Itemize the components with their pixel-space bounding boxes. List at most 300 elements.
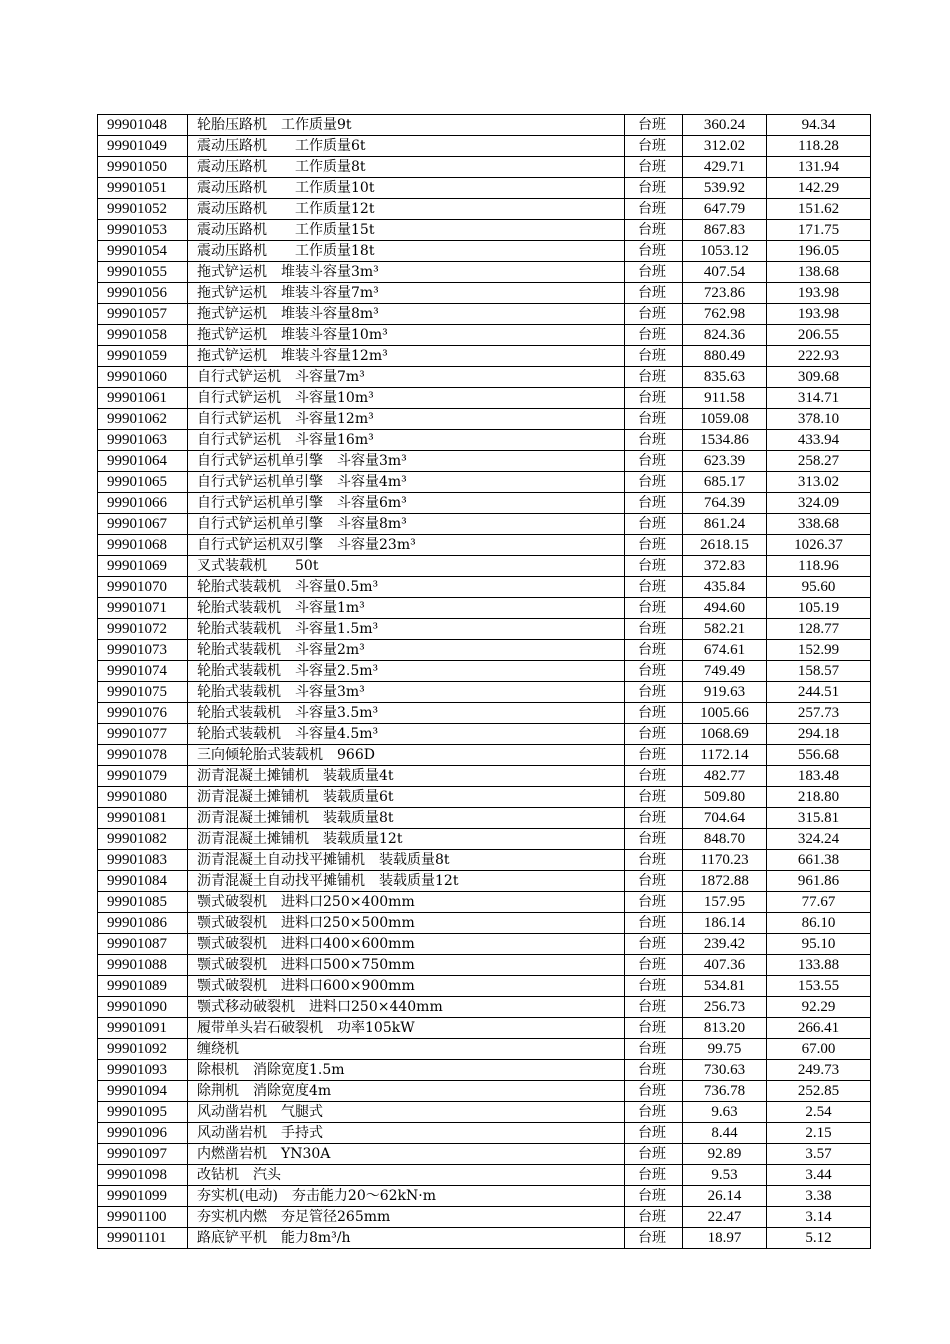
table-row <box>98 136 871 157</box>
unit-cell: 台班 <box>625 304 683 325</box>
fee-cell: 324.09 <box>767 493 871 514</box>
fee-cell: 315.81 <box>767 808 871 829</box>
unit-cell: 台班 <box>625 661 683 682</box>
unit-cell: 台班 <box>625 976 683 997</box>
unit-cell: 台班 <box>625 682 683 703</box>
unit-cell: 台班 <box>625 367 683 388</box>
item-name-cell: 自行式铲运机单引擎 斗容量6m³ <box>188 493 625 514</box>
item-code-cell: 99901072 <box>98 619 188 640</box>
item-name-cell: 轮胎式装载机 斗容量4.5m³ <box>188 724 625 745</box>
fee-cell: 3.14 <box>767 1207 871 1228</box>
price-cell: 9.63 <box>683 1102 767 1123</box>
item-code-cell: 99901066 <box>98 493 188 514</box>
fee-cell: 433.94 <box>767 430 871 451</box>
price-cell: 762.98 <box>683 304 767 325</box>
item-code-cell: 99901076 <box>98 703 188 724</box>
fee-cell: 314.71 <box>767 388 871 409</box>
item-name-cell: 颚式破裂机 进料口400×600mm <box>188 934 625 955</box>
fee-cell: 3.57 <box>767 1144 871 1165</box>
item-name-cell: 沥青混凝土摊铺机 装载质量4t <box>188 766 625 787</box>
fee-cell: 94.34 <box>767 115 871 136</box>
price-cell: 534.81 <box>683 976 767 997</box>
price-cell: 723.86 <box>683 283 767 304</box>
item-code-cell: 99901052 <box>98 199 188 220</box>
price-cell: 494.60 <box>683 598 767 619</box>
price-cell: 1053.12 <box>683 241 767 262</box>
item-name-cell: 沥青混凝土摊铺机 装载质量12t <box>188 829 625 850</box>
table-row <box>98 262 871 283</box>
unit-cell: 台班 <box>625 430 683 451</box>
item-code-cell: 99901091 <box>98 1018 188 1039</box>
item-name-cell: 拖式铲运机 堆装斗容量10m³ <box>188 325 625 346</box>
table-row <box>98 220 871 241</box>
item-code-cell: 99901088 <box>98 955 188 976</box>
item-name-cell: 轮胎式装载机 斗容量1m³ <box>188 598 625 619</box>
item-name-cell: 履带单头岩石破裂机 功率105kW <box>188 1018 625 1039</box>
fee-cell: 309.68 <box>767 367 871 388</box>
table-row <box>98 703 871 724</box>
fee-cell: 131.94 <box>767 157 871 178</box>
unit-cell: 台班 <box>625 955 683 976</box>
item-code-cell: 99901085 <box>98 892 188 913</box>
item-name-cell: 三向倾轮胎式装载机 966D <box>188 745 625 766</box>
item-code-cell: 99901075 <box>98 682 188 703</box>
price-cell: 429.71 <box>683 157 767 178</box>
table-row <box>98 304 871 325</box>
unit-cell: 台班 <box>625 1144 683 1165</box>
price-cell: 99.75 <box>683 1039 767 1060</box>
fee-cell: 183.48 <box>767 766 871 787</box>
item-name-cell: 风动凿岩机 手持式 <box>188 1123 625 1144</box>
table-row <box>98 325 871 346</box>
item-code-cell: 99901093 <box>98 1060 188 1081</box>
unit-cell: 台班 <box>625 934 683 955</box>
table-row <box>98 829 871 850</box>
item-code-cell: 99901090 <box>98 997 188 1018</box>
item-name-cell: 除荆机 消除宽度4m <box>188 1081 625 1102</box>
item-code-cell: 99901056 <box>98 283 188 304</box>
unit-cell: 台班 <box>625 178 683 199</box>
price-cell: 26.14 <box>683 1186 767 1207</box>
price-cell: 1059.08 <box>683 409 767 430</box>
fee-cell: 378.10 <box>767 409 871 430</box>
fee-cell: 5.12 <box>767 1228 871 1249</box>
table-row <box>98 409 871 430</box>
item-code-cell: 99901062 <box>98 409 188 430</box>
unit-cell: 台班 <box>625 493 683 514</box>
item-name-cell: 自行式铲运机 斗容量16m³ <box>188 430 625 451</box>
unit-cell: 台班 <box>625 535 683 556</box>
item-name-cell: 内燃凿岩机 YN30A <box>188 1144 625 1165</box>
price-cell: 482.77 <box>683 766 767 787</box>
fee-cell: 206.55 <box>767 325 871 346</box>
price-cell: 22.47 <box>683 1207 767 1228</box>
unit-cell: 台班 <box>625 745 683 766</box>
item-code-cell: 99901059 <box>98 346 188 367</box>
item-name-cell: 自行式铲运机 斗容量10m³ <box>188 388 625 409</box>
item-name-cell: 自行式铲运机单引擎 斗容量8m³ <box>188 514 625 535</box>
item-code-cell: 99901074 <box>98 661 188 682</box>
unit-cell: 台班 <box>625 1060 683 1081</box>
price-cell: 92.89 <box>683 1144 767 1165</box>
table-row <box>98 1144 871 1165</box>
unit-cell: 台班 <box>625 157 683 178</box>
price-cell: 824.36 <box>683 325 767 346</box>
table-row <box>98 1123 871 1144</box>
table-row <box>98 787 871 808</box>
item-name-cell: 拖式铲运机 堆装斗容量7m³ <box>188 283 625 304</box>
fee-cell: 171.75 <box>767 220 871 241</box>
item-code-cell: 99901084 <box>98 871 188 892</box>
price-cell: 685.17 <box>683 472 767 493</box>
item-code-cell: 99901078 <box>98 745 188 766</box>
table-row <box>98 598 871 619</box>
item-code-cell: 99901083 <box>98 850 188 871</box>
unit-cell: 台班 <box>625 892 683 913</box>
fee-cell: 1026.37 <box>767 535 871 556</box>
table-row <box>98 472 871 493</box>
item-code-cell: 99901070 <box>98 577 188 598</box>
unit-cell: 台班 <box>625 283 683 304</box>
unit-cell: 台班 <box>625 577 683 598</box>
table-row <box>98 199 871 220</box>
item-code-cell: 99901069 <box>98 556 188 577</box>
item-code-cell: 99901086 <box>98 913 188 934</box>
unit-cell: 台班 <box>625 598 683 619</box>
table-row <box>98 808 871 829</box>
price-cell: 764.39 <box>683 493 767 514</box>
unit-cell: 台班 <box>625 1081 683 1102</box>
table-row <box>98 1018 871 1039</box>
item-name-cell: 夯实机(电动) 夯击能力20～62kN·m <box>188 1186 625 1207</box>
unit-cell: 台班 <box>625 1123 683 1144</box>
price-cell: 919.63 <box>683 682 767 703</box>
unit-cell: 台班 <box>625 325 683 346</box>
unit-cell: 台班 <box>625 703 683 724</box>
fee-cell: 151.62 <box>767 199 871 220</box>
unit-cell: 台班 <box>625 1102 683 1123</box>
table-row <box>98 514 871 535</box>
price-cell: 8.44 <box>683 1123 767 1144</box>
price-cell: 360.24 <box>683 115 767 136</box>
item-name-cell: 沥青混凝土摊铺机 装载质量6t <box>188 787 625 808</box>
item-code-cell: 99901080 <box>98 787 188 808</box>
item-name-cell: 自行式铲运机单引擎 斗容量4m³ <box>188 472 625 493</box>
fee-cell: 324.24 <box>767 829 871 850</box>
fee-cell: 556.68 <box>767 745 871 766</box>
unit-cell: 台班 <box>625 1228 683 1249</box>
table-row <box>98 346 871 367</box>
unit-cell: 台班 <box>625 220 683 241</box>
price-cell: 848.70 <box>683 829 767 850</box>
table-row <box>98 1081 871 1102</box>
fee-cell: 193.98 <box>767 283 871 304</box>
item-code-cell: 99901050 <box>98 157 188 178</box>
item-name-cell: 轮胎式装载机 斗容量0.5m³ <box>188 577 625 598</box>
table-row <box>98 283 871 304</box>
table-row <box>98 1207 871 1228</box>
fee-cell: 961.86 <box>767 871 871 892</box>
item-name-cell: 自行式铲运机双引擎 斗容量23m³ <box>188 535 625 556</box>
fee-cell: 92.29 <box>767 997 871 1018</box>
table-row <box>98 913 871 934</box>
price-cell: 749.49 <box>683 661 767 682</box>
item-name-cell: 路底铲平机 能力8m³/h <box>188 1228 625 1249</box>
price-cell: 312.02 <box>683 136 767 157</box>
price-cell: 1170.23 <box>683 850 767 871</box>
price-cell: 674.61 <box>683 640 767 661</box>
unit-cell: 台班 <box>625 346 683 367</box>
price-cell: 1005.66 <box>683 703 767 724</box>
table-row <box>98 682 871 703</box>
unit-cell: 台班 <box>625 1186 683 1207</box>
item-code-cell: 99901098 <box>98 1165 188 1186</box>
price-cell: 911.58 <box>683 388 767 409</box>
item-name-cell: 震动压路机 工作质量8t <box>188 157 625 178</box>
table-row <box>98 871 871 892</box>
price-cell: 861.24 <box>683 514 767 535</box>
item-code-cell: 99901101 <box>98 1228 188 1249</box>
table-row <box>98 640 871 661</box>
table-row <box>98 619 871 640</box>
item-name-cell: 轮胎式装载机 斗容量3.5m³ <box>188 703 625 724</box>
table-row <box>98 1102 871 1123</box>
fee-cell: 152.99 <box>767 640 871 661</box>
fee-cell: 153.55 <box>767 976 871 997</box>
unit-cell: 台班 <box>625 514 683 535</box>
fee-cell: 661.38 <box>767 850 871 871</box>
table-row <box>98 1228 871 1249</box>
item-name-cell: 拖式铲运机 堆装斗容量3m³ <box>188 262 625 283</box>
item-name-cell: 自行式铲运机单引擎 斗容量3m³ <box>188 451 625 472</box>
fee-cell: 95.10 <box>767 934 871 955</box>
item-code-cell: 99901073 <box>98 640 188 661</box>
fee-cell: 105.19 <box>767 598 871 619</box>
unit-cell: 台班 <box>625 451 683 472</box>
item-name-cell: 震动压路机 工作质量12t <box>188 199 625 220</box>
item-code-cell: 99901077 <box>98 724 188 745</box>
table-row <box>98 976 871 997</box>
table-row <box>98 1186 871 1207</box>
unit-cell: 台班 <box>625 766 683 787</box>
unit-cell: 台班 <box>625 262 683 283</box>
item-code-cell: 99901055 <box>98 262 188 283</box>
price-cell: 407.36 <box>683 955 767 976</box>
item-code-cell: 99901051 <box>98 178 188 199</box>
table-row <box>98 892 871 913</box>
unit-cell: 台班 <box>625 640 683 661</box>
table-row <box>98 556 871 577</box>
item-code-cell: 99901063 <box>98 430 188 451</box>
table-row <box>98 724 871 745</box>
table-row <box>98 115 871 136</box>
fee-cell: 244.51 <box>767 682 871 703</box>
item-name-cell: 震动压路机 工作质量18t <box>188 241 625 262</box>
price-cell: 9.53 <box>683 1165 767 1186</box>
table-row <box>98 451 871 472</box>
fee-cell: 158.57 <box>767 661 871 682</box>
table-row <box>98 178 871 199</box>
price-cell: 157.95 <box>683 892 767 913</box>
table-row <box>98 850 871 871</box>
fee-cell: 196.05 <box>767 241 871 262</box>
price-cell: 623.39 <box>683 451 767 472</box>
item-name-cell: 改钻机 汽头 <box>188 1165 625 1186</box>
fee-cell: 193.98 <box>767 304 871 325</box>
item-name-cell: 拖式铲运机 堆装斗容量8m³ <box>188 304 625 325</box>
fee-cell: 218.80 <box>767 787 871 808</box>
item-code-cell: 99901095 <box>98 1102 188 1123</box>
price-cell: 704.64 <box>683 808 767 829</box>
item-name-cell: 自行式铲运机 斗容量7m³ <box>188 367 625 388</box>
table-row <box>98 367 871 388</box>
table-row <box>98 535 871 556</box>
fee-cell: 266.41 <box>767 1018 871 1039</box>
fee-cell: 294.18 <box>767 724 871 745</box>
item-code-cell: 99901094 <box>98 1081 188 1102</box>
item-code-cell: 99901099 <box>98 1186 188 1207</box>
price-cell: 867.83 <box>683 220 767 241</box>
item-name-cell: 轮胎式装载机 斗容量2.5m³ <box>188 661 625 682</box>
item-code-cell: 99901067 <box>98 514 188 535</box>
fee-cell: 257.73 <box>767 703 871 724</box>
table-row <box>98 661 871 682</box>
fee-cell: 95.60 <box>767 577 871 598</box>
item-name-cell: 沥青混凝土自动找平摊铺机 装载质量8t <box>188 850 625 871</box>
item-name-cell: 沥青混凝土自动找平摊铺机 装载质量12t <box>188 871 625 892</box>
unit-cell: 台班 <box>625 913 683 934</box>
item-code-cell: 99901054 <box>98 241 188 262</box>
table-row <box>98 934 871 955</box>
fee-cell: 77.67 <box>767 892 871 913</box>
fee-cell: 338.68 <box>767 514 871 535</box>
unit-cell: 台班 <box>625 850 683 871</box>
item-code-cell: 99901057 <box>98 304 188 325</box>
fee-cell: 118.96 <box>767 556 871 577</box>
item-code-cell: 99901068 <box>98 535 188 556</box>
item-code-cell: 99901082 <box>98 829 188 850</box>
price-cell: 435.84 <box>683 577 767 598</box>
unit-cell: 台班 <box>625 199 683 220</box>
item-name-cell: 夯实机内燃 夯足管径265mm <box>188 1207 625 1228</box>
item-name-cell: 轮胎式装载机 斗容量3m³ <box>188 682 625 703</box>
unit-cell: 台班 <box>625 241 683 262</box>
fee-cell: 2.15 <box>767 1123 871 1144</box>
price-cell: 407.54 <box>683 262 767 283</box>
fee-cell: 3.38 <box>767 1186 871 1207</box>
price-cell: 647.79 <box>683 199 767 220</box>
item-name-cell: 震动压路机 工作质量6t <box>188 136 625 157</box>
item-code-cell: 99901065 <box>98 472 188 493</box>
unit-cell: 台班 <box>625 871 683 892</box>
fee-cell: 128.77 <box>767 619 871 640</box>
item-code-cell: 99901064 <box>98 451 188 472</box>
item-name-cell: 叉式装载机 50t <box>188 556 625 577</box>
price-cell: 582.21 <box>683 619 767 640</box>
fee-cell: 313.02 <box>767 472 871 493</box>
price-cell: 539.92 <box>683 178 767 199</box>
price-cell: 835.63 <box>683 367 767 388</box>
item-code-cell: 99901087 <box>98 934 188 955</box>
fee-cell: 138.68 <box>767 262 871 283</box>
item-code-cell: 99901049 <box>98 136 188 157</box>
item-name-cell: 颚式破裂机 进料口500×750mm <box>188 955 625 976</box>
unit-cell: 台班 <box>625 1207 683 1228</box>
table-row <box>98 493 871 514</box>
fee-cell: 133.88 <box>767 955 871 976</box>
price-cell: 2618.15 <box>683 535 767 556</box>
item-name-cell: 自行式铲运机 斗容量12m³ <box>188 409 625 430</box>
fee-cell: 142.29 <box>767 178 871 199</box>
item-name-cell: 除根机 消除宽度1.5m <box>188 1060 625 1081</box>
price-cell: 813.20 <box>683 1018 767 1039</box>
unit-cell: 台班 <box>625 556 683 577</box>
table-row <box>98 430 871 451</box>
price-cell: 372.83 <box>683 556 767 577</box>
price-cell: 880.49 <box>683 346 767 367</box>
item-name-cell: 颚式破裂机 进料口600×900mm <box>188 976 625 997</box>
item-name-cell: 拖式铲运机 堆装斗容量12m³ <box>188 346 625 367</box>
unit-cell: 台班 <box>625 136 683 157</box>
item-code-cell: 99901053 <box>98 220 188 241</box>
item-code-cell: 99901081 <box>98 808 188 829</box>
table-row <box>98 1060 871 1081</box>
item-code-cell: 99901058 <box>98 325 188 346</box>
item-code-cell: 99901089 <box>98 976 188 997</box>
item-name-cell: 轮胎压路机 工作质量9t <box>188 115 625 136</box>
item-name-cell: 轮胎式装载机 斗容量1.5m³ <box>188 619 625 640</box>
table-row <box>98 745 871 766</box>
table-row <box>98 241 871 262</box>
price-cell: 736.78 <box>683 1081 767 1102</box>
fee-cell: 2.54 <box>767 1102 871 1123</box>
price-cell: 730.63 <box>683 1060 767 1081</box>
item-code-cell: 99901096 <box>98 1123 188 1144</box>
item-name-cell: 缠绕机 <box>188 1039 625 1060</box>
unit-cell: 台班 <box>625 787 683 808</box>
unit-cell: 台班 <box>625 619 683 640</box>
price-cell: 1172.14 <box>683 745 767 766</box>
table-row <box>98 955 871 976</box>
item-code-cell: 99901060 <box>98 367 188 388</box>
table-row <box>98 157 871 178</box>
table-row <box>98 1165 871 1186</box>
item-name-cell: 震动压路机 工作质量10t <box>188 178 625 199</box>
item-code-cell: 99901100 <box>98 1207 188 1228</box>
unit-cell: 台班 <box>625 724 683 745</box>
unit-cell: 台班 <box>625 409 683 430</box>
unit-cell: 台班 <box>625 115 683 136</box>
unit-cell: 台班 <box>625 1039 683 1060</box>
price-cell: 239.42 <box>683 934 767 955</box>
item-name-cell: 轮胎式装载机 斗容量2m³ <box>188 640 625 661</box>
item-code-cell: 99901097 <box>98 1144 188 1165</box>
fee-cell: 3.44 <box>767 1165 871 1186</box>
item-name-cell: 颚式移动破裂机 进料口250×440mm <box>188 997 625 1018</box>
fee-cell: 252.85 <box>767 1081 871 1102</box>
item-name-cell: 颚式破裂机 进料口250×400mm <box>188 892 625 913</box>
item-name-cell: 沥青混凝土摊铺机 装载质量8t <box>188 808 625 829</box>
item-code-cell: 99901092 <box>98 1039 188 1060</box>
item-name-cell: 震动压路机 工作质量15t <box>188 220 625 241</box>
unit-cell: 台班 <box>625 1165 683 1186</box>
fee-cell: 86.10 <box>767 913 871 934</box>
fee-cell: 67.00 <box>767 1039 871 1060</box>
price-cell: 1068.69 <box>683 724 767 745</box>
fee-cell: 222.93 <box>767 346 871 367</box>
unit-cell: 台班 <box>625 829 683 850</box>
fee-cell: 258.27 <box>767 451 871 472</box>
